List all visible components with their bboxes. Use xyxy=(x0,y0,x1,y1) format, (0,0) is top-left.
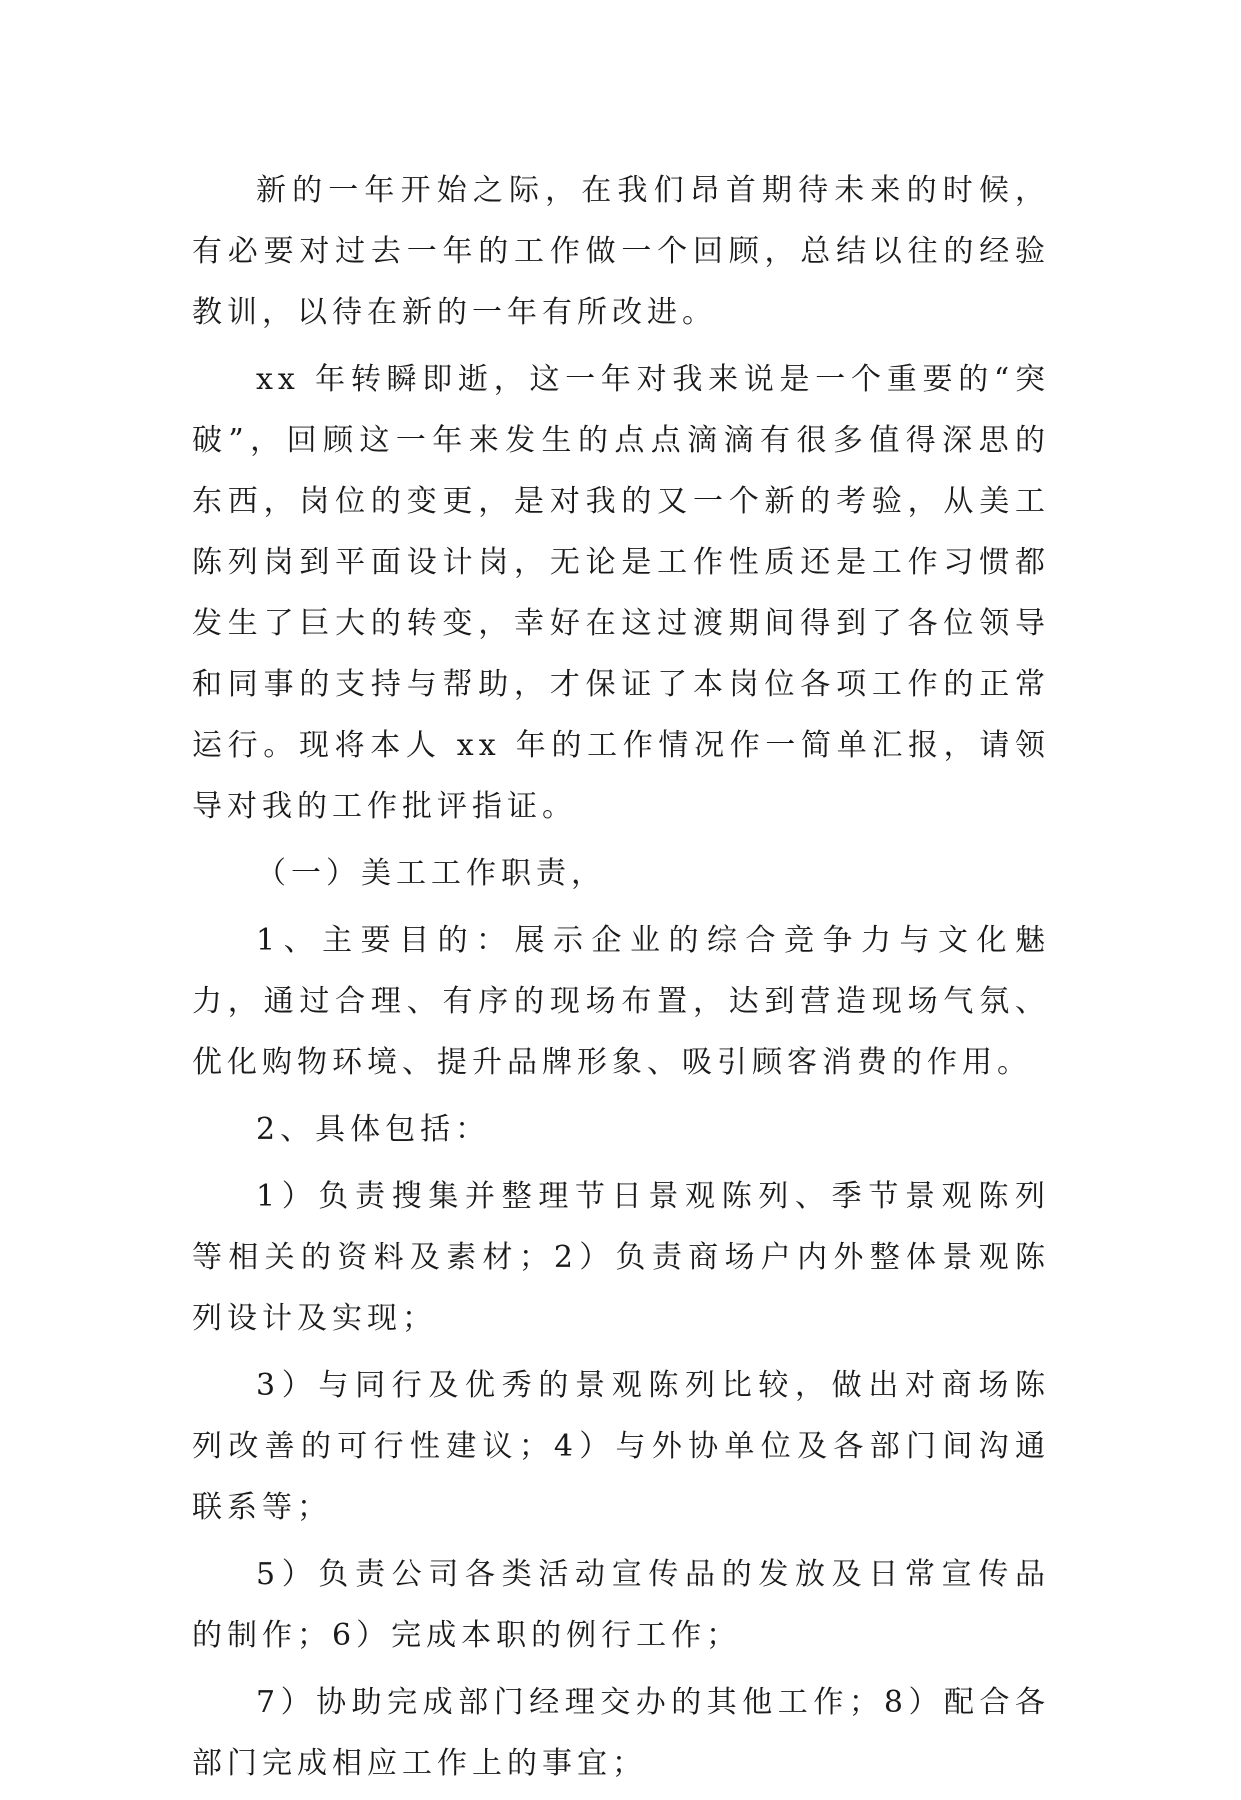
paragraph-intro: 新的一年开始之际，在我们昂首期待未来的时候，有必要对过去一年的工作做一个回顾，总结以往的经验教训，以待在新的一年有所改进。 xyxy=(192,173,1050,330)
list-item-7-8: 7）协助完成部门经理交办的其他工作；8）配合各部门完成相应工作上的事宜； xyxy=(192,1685,1050,1781)
list-item-5-6: 5）负责公司各类活动宣传品的发放及日常宣传品的制作；6）完成本职的例行工作； xyxy=(192,1557,1050,1653)
list-item-3-4: 3）与同行及优秀的景观陈列比较，做出对商场陈列改善的可行性建议；4）与外协单位及各部门间沟通联系等； xyxy=(192,1368,1050,1525)
paragraph-year-summary: xx 年转瞬即逝，这一年对我来说是一个重要的“突破”，回顾这一年来发生的点点滴滴有很多值得深思的东西，岗位的变更，是对我的又一个新的考验，从美工陈列岗到平面设计岗，无论是工作性质还是工作习惯都发生了巨大的转变，幸好在这过渡期间得到了各位领导和同事的支持与帮助，才保证了本岗位各项工作的正常运行。现将本人 xx 年的工作情况作一简单汇报，请领导对我的工作批评指证。 xyxy=(192,362,1050,824)
paragraph-main-purpose: 1、主要目的：展示企业的综合竞争力与文化魅力，通过合理、有序的现场布置，达到营造现场气氛、优化购物环境、提升品牌形象、吸引顾客消费的作用。 xyxy=(192,923,1050,1080)
paragraph-details-heading: 2、具体包括： xyxy=(256,1112,491,1147)
list-item-1-2: 1）负责搜集并整理节日景观陈列、季节景观陈列等相关的资料及素材；2）负责商场户内外整体景观陈列设计及实现； xyxy=(192,1179,1050,1336)
section-heading-duties: （一）美工工作职责， xyxy=(256,856,606,891)
document-body xyxy=(192,160,1050,1800)
